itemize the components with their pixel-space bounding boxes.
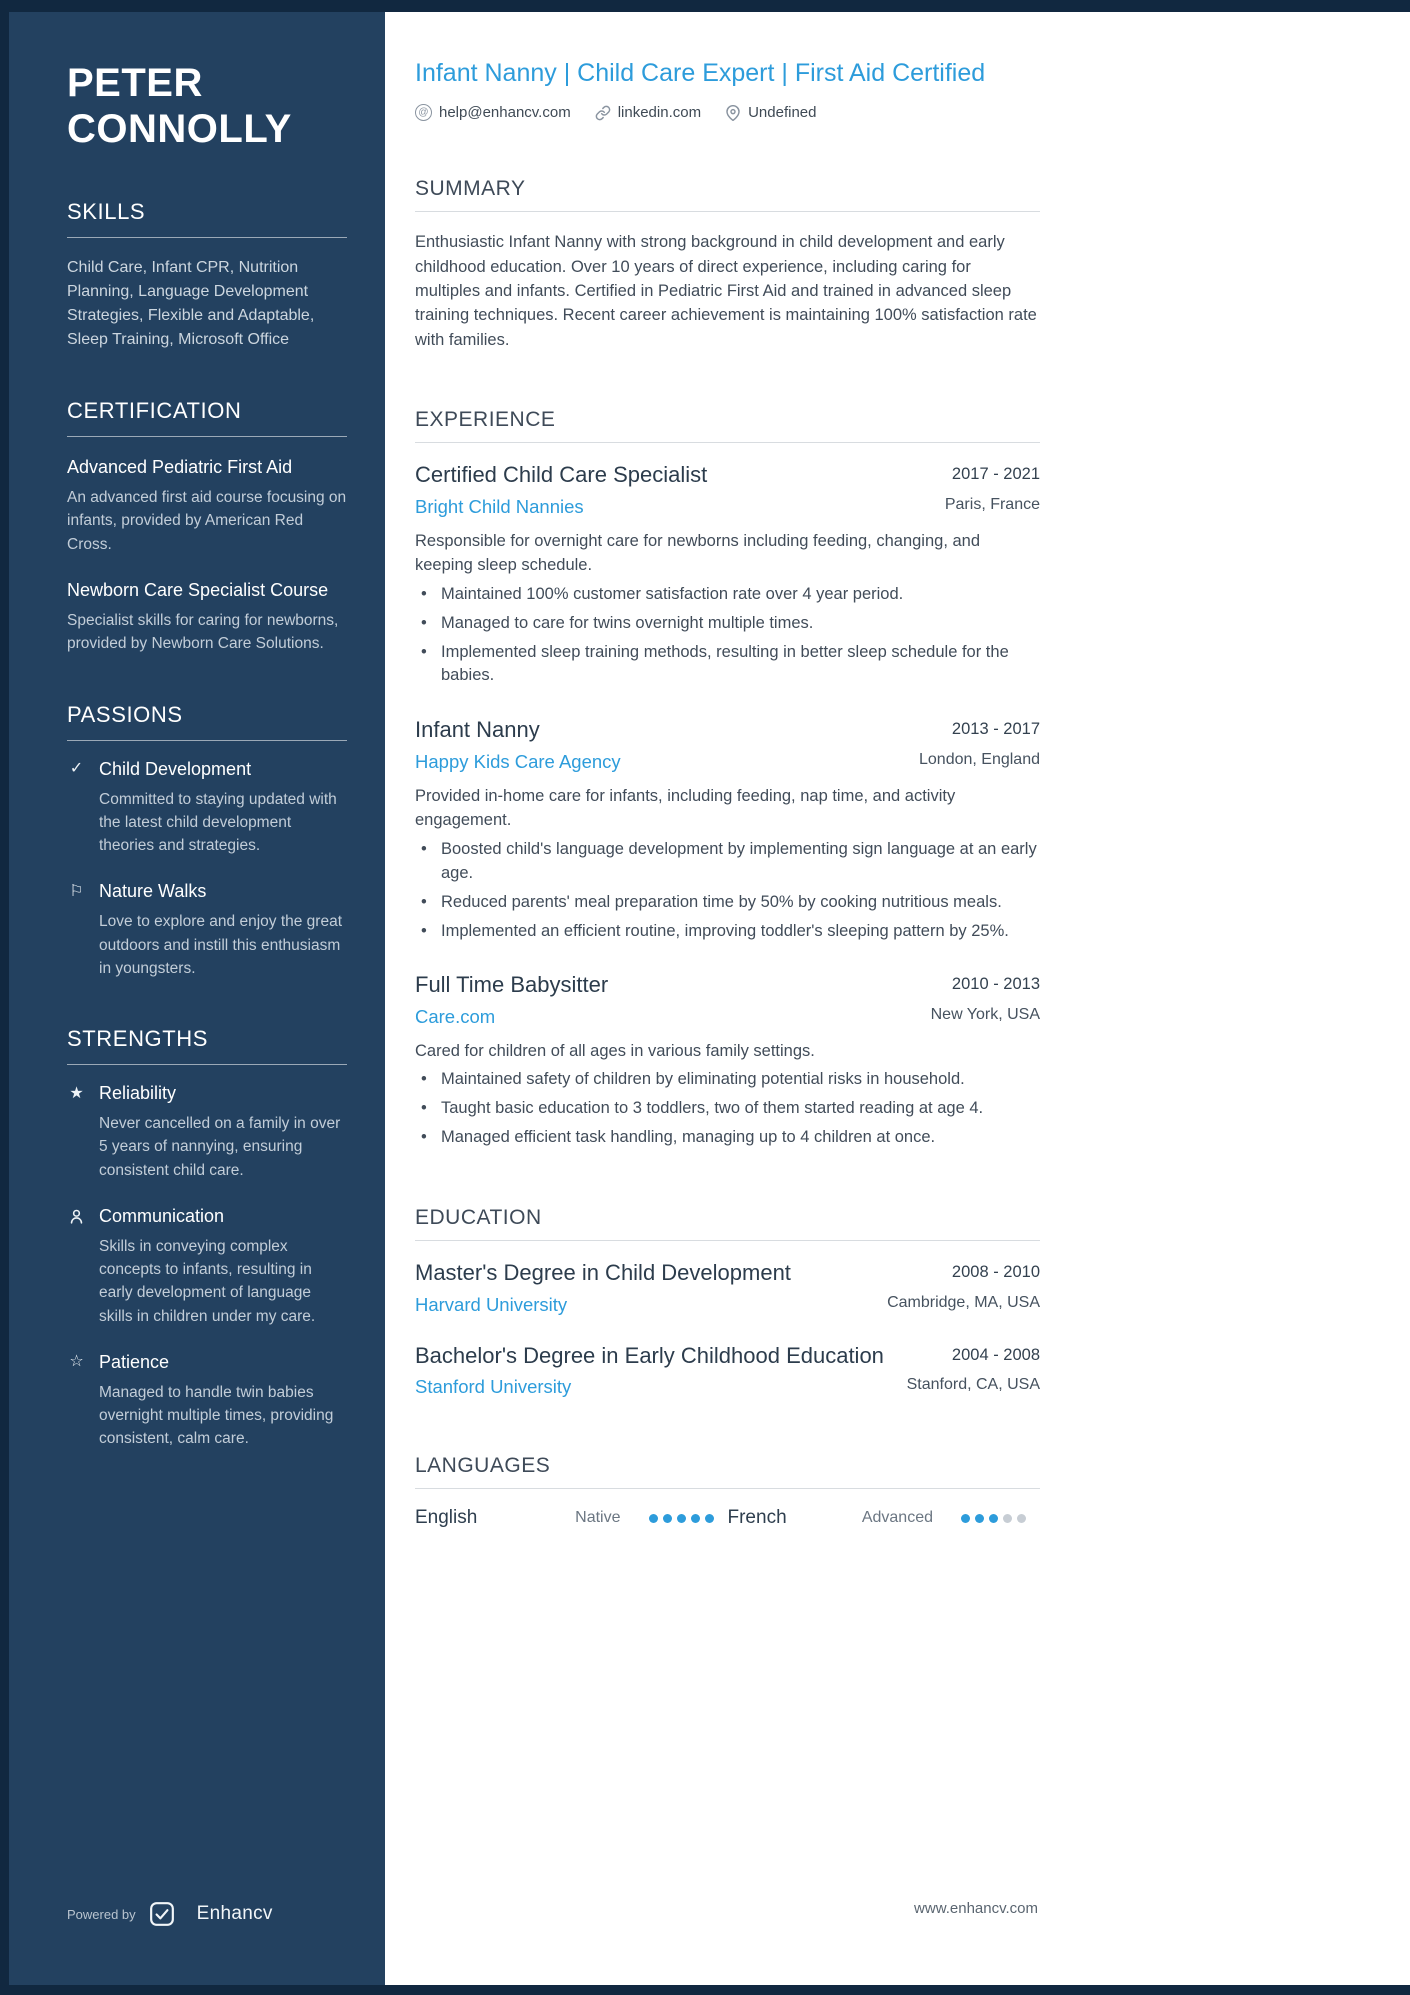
degree-dates: 2008 - 2010	[951, 1263, 1040, 1282]
enhancv-logo-icon	[149, 1901, 175, 1927]
page-top-border	[0, 0, 1410, 12]
strength-item	[67, 1083, 347, 1182]
person-icon	[67, 1208, 86, 1225]
candidate-last-name: CONNOLLY	[67, 107, 292, 152]
school-link[interactable]: Harvard University	[415, 1293, 568, 1315]
resume-headline: Infant Nanny | Child Care Expert | First Aid Certified	[415, 59, 986, 87]
sidebar	[0, 0, 385, 1995]
linkedin-text: linkedin.com	[617, 104, 702, 122]
strengths-heading: STRENGTHS	[67, 1026, 347, 1065]
certification-heading: CERTIFICATION	[67, 398, 347, 437]
job-dates: 2010 - 2013	[951, 975, 1040, 994]
passion-description: Committed to staying updated with the latest child development theories and strategies.	[99, 790, 337, 855]
job-location: New York, USA	[930, 1006, 1040, 1024]
job-title: Certified Child Care Specialist	[415, 462, 708, 488]
job-bullet: • Implemented an efficient routine, improving toddler's sleeping pattern by 25%.	[415, 920, 1040, 944]
skills-heading: SKILLS	[67, 199, 347, 238]
strength-description: Managed to handle twin babies overnight multiple times, providing consistent, calm care.	[99, 1383, 334, 1448]
certification-item	[67, 578, 347, 656]
job-location: London, England	[919, 750, 1040, 768]
language-level-dots	[649, 1514, 714, 1523]
strength-title: Communication	[99, 1205, 225, 1226]
email-icon: @	[415, 104, 432, 121]
languages-section	[415, 1454, 1040, 1529]
strength-description: Skills in conveying complex concepts to infants, resulting in early development of language skills in children under my care.	[99, 1237, 316, 1325]
resume-main-column	[415, 0, 1040, 1529]
summary-text: Enthusiastic Infant Nanny with strong background in child development and early childhood education. Over 10 years of direct experience, including caring for multiples and infants. Certified in Pediatric First Aid and trained in advanced sleep training techniques. Recent career achievement is maintaining 100% satisfaction rate with families.	[415, 233, 1037, 349]
strength-description: Never cancelled on a family in over 5 years of nannying, ensuring consistent child care.	[99, 1115, 341, 1179]
job-bullet: • Boosted child's language development by implementing sign language at an early age.	[415, 838, 1040, 886]
location-item[interactable]	[725, 104, 816, 121]
passion-title: Nature Walks	[99, 881, 207, 902]
job-entry	[415, 461, 1040, 688]
passions-section	[67, 702, 347, 981]
certification-title: Advanced Pediatric First Aid	[67, 456, 293, 477]
email-link[interactable]	[415, 104, 571, 121]
language-level: Native	[575, 1509, 621, 1527]
job-company-link[interactable]: Bright Child Nannies	[415, 495, 584, 517]
contact-row	[415, 104, 1040, 121]
education-section	[415, 1206, 1040, 1398]
school-location: Stanford, CA, USA	[906, 1376, 1040, 1394]
powered-by-label: Powered by	[67, 1906, 136, 1922]
experience-heading: EXPERIENCE	[415, 408, 1040, 443]
language-entry	[415, 1507, 728, 1529]
language-name: English	[415, 1507, 478, 1529]
strength-item	[67, 1206, 347, 1328]
strength-title: Reliability	[99, 1083, 177, 1104]
school-location: Cambridge, MA, USA	[887, 1293, 1040, 1311]
job-entry	[415, 716, 1040, 943]
job-bullet: • Reduced parents' meal preparation time by 50% by cooking nutritious meals.	[415, 891, 1040, 915]
job-bullet: • Taught basic education to 3 toddlers, two of them started reading at age 4.	[415, 1097, 1040, 1121]
strength-title: Patience	[99, 1351, 170, 1372]
flag-icon: ⚐	[69, 882, 84, 900]
star-filled-icon: ★	[69, 1084, 84, 1102]
degree-dates: 2004 - 2008	[951, 1345, 1040, 1364]
enhancv-website-link[interactable]: www.enhancv.com	[914, 1900, 1038, 1917]
passion-item	[67, 759, 347, 858]
job-bullet: • Implemented sleep training methods, resulting in better sleep schedule for the babies.	[415, 641, 1040, 689]
degree-title: Bachelor's Degree in Early Childhood Education	[415, 1342, 884, 1368]
strength-item	[67, 1352, 347, 1451]
languages-heading: LANGUAGES	[415, 1454, 1040, 1489]
job-dates: 2013 - 2017	[951, 720, 1040, 739]
job-description: Cared for children of all ages in various family settings.	[415, 1042, 815, 1061]
check-icon: ✓	[69, 760, 84, 778]
star-outline-icon: ☆	[69, 1353, 84, 1371]
education-entry	[415, 1342, 1040, 1399]
job-bullet-list	[415, 583, 1040, 689]
job-bullet-list	[415, 838, 1040, 944]
page-bottom-border	[0, 1985, 1410, 1995]
passion-item	[67, 881, 347, 980]
linkedin-link[interactable]	[595, 104, 701, 121]
education-entry	[415, 1259, 1040, 1316]
candidate-first-name: PETER	[67, 61, 203, 105]
email-text: help@enhancv.com	[439, 104, 571, 122]
page-left-border	[0, 0, 9, 1995]
certification-item	[67, 455, 347, 556]
job-bullet: • Maintained safety of children by eliminating potential risks in household.	[415, 1068, 1040, 1092]
job-dates: 2017 - 2021	[951, 465, 1040, 484]
education-heading: EDUCATION	[415, 1206, 1040, 1241]
language-level: Advanced	[861, 1509, 933, 1527]
job-company-link[interactable]: Happy Kids Care Agency	[415, 750, 621, 772]
enhancv-brand-name: Enhancv	[196, 1903, 273, 1924]
degree-title: Master's Degree in Child Development	[415, 1260, 791, 1286]
certification-section	[67, 398, 347, 656]
skills-section	[67, 199, 347, 352]
certification-title: Newborn Care Specialist Course	[67, 579, 329, 600]
language-level-dots	[961, 1514, 1026, 1523]
certification-description: Specialist skills for caring for newborns, provided by Newborn Care Solutions.	[67, 612, 339, 653]
candidate-name	[67, 60, 347, 153]
job-description: Responsible for overnight care for newborns including feeding, changing, and keeping sleep schedule.	[415, 531, 981, 575]
skills-list: Child Care, Infant CPR, Nutrition Planning, Language Development Strategies, Flexible and Adaptable, Sleep Training, Microsoft Office	[67, 258, 315, 348]
powered-by-enhancv[interactable]	[67, 1901, 273, 1927]
job-title: Full Time Babysitter	[415, 972, 609, 998]
experience-section	[415, 408, 1040, 1150]
job-entry	[415, 971, 1040, 1150]
job-bullet: • Maintained 100% customer satisfaction rate over 4 year period.	[415, 583, 1040, 607]
job-company-link[interactable]: Care.com	[415, 1006, 496, 1028]
passion-description: Love to explore and enjoy the great outdoors and instill this enthusiasm in youngsters.	[99, 913, 343, 977]
link-icon	[595, 105, 611, 121]
certification-description: An advanced first aid course focusing on infants, provided by American Red Cross.	[67, 489, 347, 553]
job-bullet: • Managed efficient task handling, managing up to 4 children at once.	[415, 1126, 1040, 1150]
summary-section	[415, 177, 1040, 352]
strengths-section	[67, 1026, 347, 1451]
job-location: Paris, France	[944, 495, 1040, 513]
language-name: French	[727, 1507, 787, 1529]
passion-title: Child Development	[99, 758, 252, 779]
summary-heading: SUMMARY	[415, 177, 1040, 212]
location-text: Undefined	[748, 104, 817, 122]
job-bullet: • Managed to care for twins overnight multiple times.	[415, 612, 1040, 636]
language-entry	[728, 1507, 1041, 1529]
school-link[interactable]: Stanford University	[415, 1376, 572, 1398]
language-row	[415, 1507, 1040, 1529]
job-description: Provided in-home care for infants, including feeding, nap time, and activity engagement.	[415, 786, 956, 830]
passions-heading: PASSIONS	[67, 702, 347, 741]
location-icon	[725, 105, 741, 121]
job-bullet-list	[415, 1068, 1040, 1150]
job-title: Infant Nanny	[415, 717, 540, 743]
